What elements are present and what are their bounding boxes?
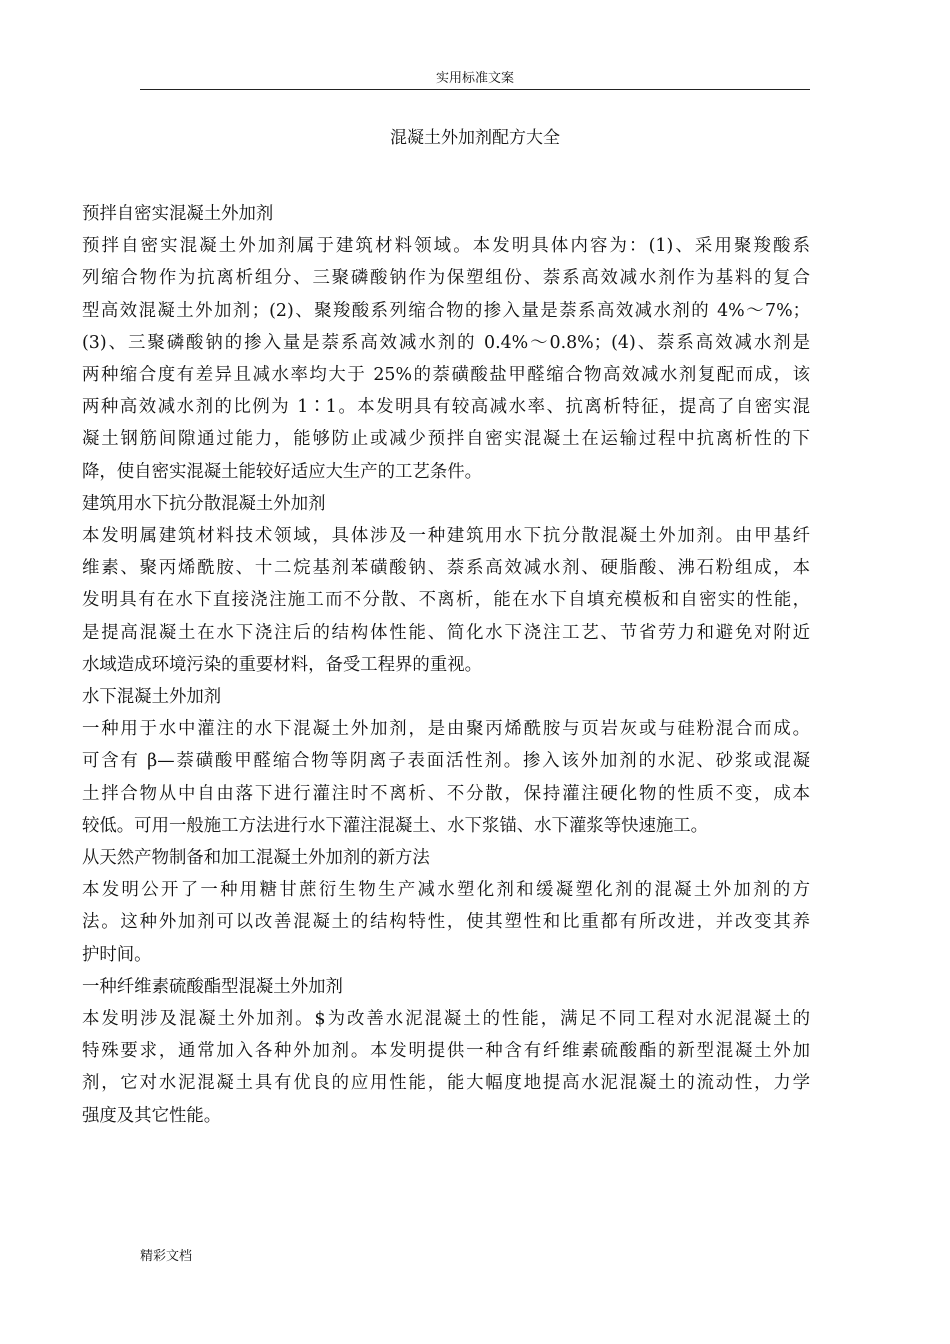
- body-line: 护时间。: [82, 944, 152, 965]
- section-underwater-anti-dispersion: [82, 488, 810, 681]
- section-self-compacting: [82, 198, 810, 488]
- body-line: 水域造成环境污染的重要材料，备受工程界的重视。: [82, 654, 482, 675]
- body-line: 发明具有在水下直接浇注施工而不分散、不离析，能在水下自填充模板和自密实的性能，: [82, 590, 810, 611]
- section-underwater-admixture: [82, 681, 810, 842]
- section-natural-products: [82, 842, 810, 971]
- body-line: 剂，它对水泥混凝土具有优良的应用性能，能大幅度地提高水泥混凝土的流动性，力学: [82, 1073, 810, 1094]
- body-line: 是提高混凝土在水下浇注后的结构体性能、简化水下浇注工艺、节省劳力和避免对附近: [82, 622, 810, 643]
- body-line: 法。这种外加剂可以改善混凝土的结构特性，使其塑性和比重都有所改进，并改变其养: [82, 912, 810, 933]
- body-line: 可含有 β—萘磺酸甲醛缩合物等阴离子表面活性剂。掺入该外加剂的水泥、砂浆或混凝: [82, 751, 810, 772]
- page-footer: 精彩文档: [140, 1249, 193, 1264]
- section-heading: 从天然产物制备和加工混凝土外加剂的新方法: [82, 848, 430, 869]
- body-line: 本发明属建筑材料技术领域，具体涉及一种建筑用水下抗分散混凝土外加剂。由甲基纤: [82, 526, 810, 547]
- header-divider: [140, 89, 810, 90]
- section-body: [82, 230, 810, 488]
- section-heading: 建筑用水下抗分散混凝土外加剂: [82, 493, 326, 514]
- body-line: 降，使自密实混凝土能较好适应大生产的工艺条件。: [82, 461, 482, 482]
- body-line: 一种用于水中灌注的水下混凝土外加剂，是由聚丙烯酰胺与页岩灰或与硅粉混合而成。: [82, 719, 810, 740]
- body-line: 两种缩合度有差异且减水率均大于 25%的萘磺酸盐甲醛缩合物高效减水剂复配而成，该: [82, 365, 810, 386]
- body-line: 凝土钢筋间隙通过能力，能够防止或减少预拌自密实混凝土在运输过程中抗离析性的下: [82, 429, 810, 450]
- body-line: (3)、三聚磷酸钠的掺入量是萘系高效减水剂的 0.4%～0.8%；(4)、萘系高效减水剂是: [82, 332, 810, 353]
- body-line: 强度及其它性能。: [82, 1105, 222, 1126]
- body-line: 特殊要求，通常加入各种外加剂。本发明提供一种含有纤维素硫酸酯的新型混凝土外加: [82, 1041, 810, 1062]
- section-body: [82, 713, 810, 842]
- body-line: 土拌合物从中自由落下进行灌注时不离析、不分散，保持灌注硬化物的性质不变，成本: [82, 783, 810, 804]
- body-line: 型高效混凝土外加剂；(2)、聚羧酸系列缩合物的掺入量是萘系高效减水剂的 4%～7%；: [82, 300, 810, 321]
- body-line: 预拌自密实混凝土外加剂属于建筑材料领域。本发明具体内容为：(1)、采用聚羧酸系: [82, 236, 810, 257]
- section-heading: 一种纤维素硫酸酯型混凝土外加剂: [82, 976, 343, 997]
- body-line: 列缩合物作为抗离析组分、三聚磷酸钠作为保塑组份、萘系高效减水剂作为基料的复合: [82, 268, 810, 289]
- body-line: 维素、聚丙烯酰胺、十二烷基剂苯磺酸钠、萘系高效减水剂、硬脂酸、沸石粉组成，本: [82, 558, 810, 579]
- body-line: 本发明涉及混凝土外加剂。$为改善水泥混凝土的性能，满足不同工程对水泥混凝土的: [82, 1009, 810, 1030]
- section-cellulose-sulfate: [82, 971, 810, 1132]
- body-line: 两种高效减水剂的比例为 1∶1。本发明具有较高减水率、抗离析特征，提高了自密实混: [82, 397, 810, 418]
- section-body: [82, 874, 810, 971]
- body-line: 本发明公开了一种用糖甘蔗衍生物生产减水塑化剂和缓凝塑化剂的混凝土外加剂的方: [82, 880, 810, 901]
- document-body: [82, 198, 810, 1132]
- section-body: [82, 1003, 810, 1132]
- section-heading: 预拌自密实混凝土外加剂: [82, 204, 274, 224]
- section-heading: 水下混凝土外加剂: [82, 687, 222, 708]
- section-body: [82, 520, 810, 681]
- page-header: 实用标准文案: [435, 71, 514, 86]
- document-title: 混凝土外加剂配方大全: [390, 128, 560, 148]
- body-line: 较低。可用一般施工方法进行水下灌注混凝土、水下浆锚、水下灌浆等快速施工。: [82, 815, 709, 836]
